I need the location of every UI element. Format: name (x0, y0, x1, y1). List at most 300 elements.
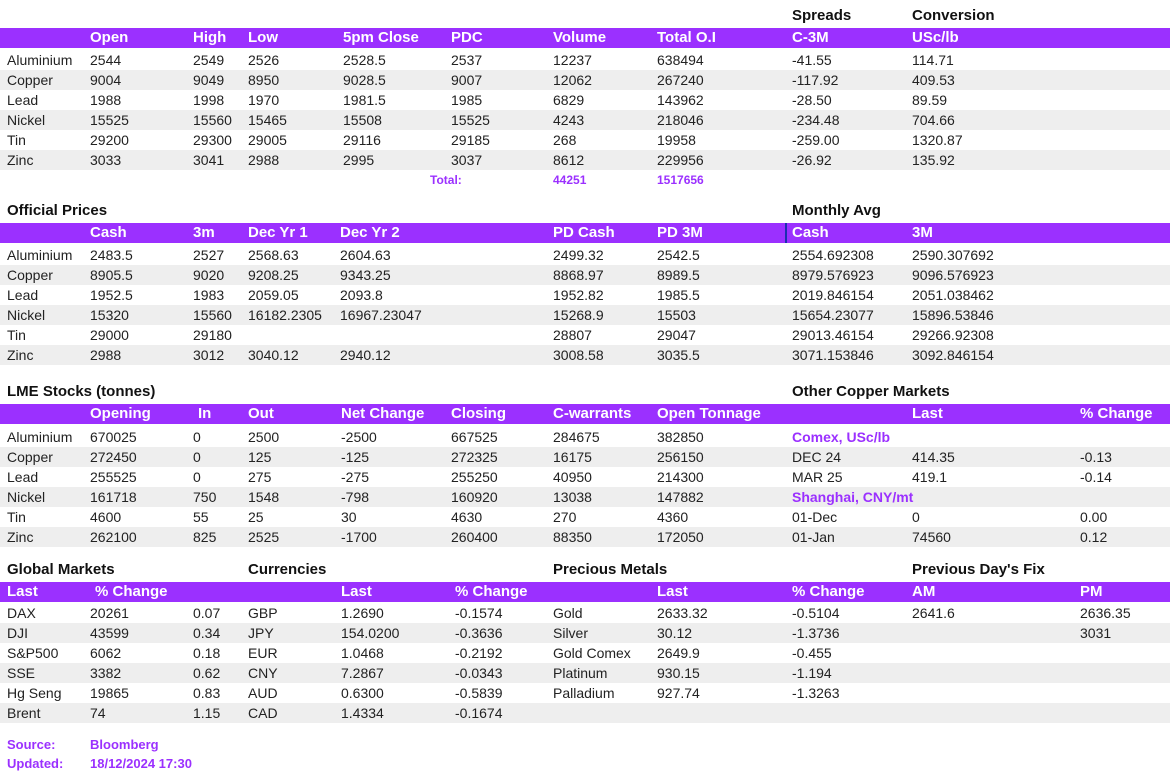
metal-name: Lead (7, 287, 39, 303)
metals-cell: 89.59 (912, 92, 948, 108)
metals-col-header: 5pm Close (343, 29, 419, 46)
stocks-cell: 88350 (553, 529, 592, 545)
official-cell: 28807 (553, 327, 592, 343)
official-cell: 15896.53846 (912, 307, 994, 323)
official-cell: 9096.576923 (912, 267, 994, 283)
stocks-cell: 40950 (553, 469, 592, 485)
stocks-cell: 25 (248, 509, 264, 525)
precious-last: 927.74 (657, 685, 700, 701)
official-prices-title: Official Prices (7, 202, 108, 219)
metals-cell: 2544 (90, 52, 122, 68)
index-name: Hg Seng (7, 685, 62, 701)
metals-col-header: PDC (451, 29, 483, 46)
official-cell: 9020 (193, 267, 225, 283)
precious-last: 2633.32 (657, 605, 708, 621)
global-markets-title: Global Markets (7, 561, 115, 578)
stocks-cell: 284675 (553, 429, 600, 445)
stocks-cell: -2500 (341, 429, 377, 445)
metals-cell: 19958 (657, 132, 696, 148)
top-section-titles (0, 6, 1170, 26)
official-col-header: 3m (193, 224, 215, 241)
official-col-header: Dec Yr 1 (248, 224, 308, 241)
official-cell: 15560 (193, 307, 232, 323)
official-row (0, 285, 1170, 305)
global-col-header: Last (657, 583, 688, 600)
index-change: 0.18 (193, 645, 221, 661)
stocks-cell: 2500 (248, 429, 280, 445)
official-cell: 9343.25 (340, 267, 391, 283)
official-header-row (0, 223, 1170, 243)
fix-pm: 2636.35 (1080, 605, 1131, 621)
official-row (0, 245, 1170, 265)
stocks-cell: -1700 (341, 529, 377, 545)
metals-cell: 1998 (193, 92, 225, 108)
official-row (0, 345, 1170, 365)
metals-cell: 229956 (657, 152, 704, 168)
stocks-col-header: Last (912, 405, 943, 422)
official-cell: 9208.25 (248, 267, 299, 283)
metals-cell: 29200 (90, 132, 129, 148)
metal-name: Aluminium (7, 429, 73, 445)
metal-name: Copper (7, 449, 53, 465)
metals-cell: 638494 (657, 52, 704, 68)
currency-last: 1.4334 (341, 705, 384, 721)
market-subheading: Shanghai, CNY/mt (792, 489, 914, 505)
index-last: 43599 (90, 625, 129, 641)
metals-cell: 2526 (248, 52, 280, 68)
metals-cell: 2549 (193, 52, 225, 68)
metals-cell: 9004 (90, 72, 122, 88)
metal-name: Zinc (7, 347, 34, 363)
other-last: 0 (912, 509, 920, 525)
stocks-cell: 270 (553, 509, 577, 525)
stocks-row (0, 447, 1170, 467)
official-cell: 2051.038462 (912, 287, 994, 303)
metals-cell: 9049 (193, 72, 225, 88)
metals-cell: 9028.5 (343, 72, 386, 88)
stocks-col-header: % Change (1080, 405, 1153, 422)
currency-change: -0.1574 (455, 605, 503, 621)
updated-value: 18/12/2024 17:30 (90, 756, 192, 771)
column-divider (785, 223, 787, 243)
spreads-title: Spreads (792, 7, 852, 24)
stocks-cell: 4630 (451, 509, 483, 525)
stocks-cell: 55 (193, 509, 209, 525)
metals-row (0, 150, 1170, 170)
stocks-header-row (0, 404, 1170, 424)
metals-cell: 15465 (248, 112, 287, 128)
official-cell: 3035.5 (657, 347, 700, 363)
lme-stocks-title: LME Stocks (tonnes) (7, 383, 156, 400)
stocks-row (0, 467, 1170, 487)
metals-cell: -234.48 (792, 112, 840, 128)
metals-cell: 15525 (90, 112, 129, 128)
global-col-header: % Change (792, 583, 865, 600)
stocks-cell: -275 (341, 469, 370, 485)
official-cell: 8868.97 (553, 267, 604, 283)
other-last: 419.1 (912, 469, 948, 485)
currency-change: -0.3636 (455, 625, 503, 641)
total-open-interest: 1517656 (657, 173, 704, 187)
currency-name: JPY (248, 625, 274, 641)
index-last: 3382 (90, 665, 122, 681)
metal-name: Nickel (7, 307, 46, 323)
precious-name: Gold (553, 605, 583, 621)
global-row (0, 683, 1170, 703)
precious-last: 2649.9 (657, 645, 700, 661)
source-label: Source: (7, 737, 56, 752)
official-cell: 2499.32 (553, 247, 604, 263)
stocks-row (0, 507, 1170, 527)
currency-change: -0.1674 (455, 705, 503, 721)
index-change: 0.83 (193, 685, 221, 701)
global-col-header: % Change (95, 583, 168, 600)
stocks-cell: 4600 (90, 509, 122, 525)
other-change: 0.00 (1080, 509, 1108, 525)
metals-header-row (0, 28, 1170, 48)
other-change: 0.12 (1080, 529, 1108, 545)
official-cell: 15503 (657, 307, 696, 323)
metal-name: Aluminium (7, 247, 73, 263)
metals-cell: 268 (553, 132, 577, 148)
contract-label: DEC 24 (792, 449, 842, 465)
currencies-title: Currencies (248, 561, 327, 578)
metals-cell: 29005 (248, 132, 287, 148)
metals-cell: 135.92 (912, 152, 955, 168)
source-value: Bloomberg (90, 737, 159, 752)
metals-cell: 15560 (193, 112, 232, 128)
stocks-cell: 262100 (90, 529, 137, 545)
metals-cell: 29116 (343, 132, 381, 148)
stocks-cell: 750 (193, 489, 217, 505)
metals-cell: 29300 (193, 132, 232, 148)
metals-cell: 2988 (248, 152, 280, 168)
monthly-avg-title: Monthly Avg (792, 202, 881, 219)
stocks-col-header: Closing (451, 405, 506, 422)
global-row (0, 703, 1170, 723)
stocks-cell: 16175 (553, 449, 592, 465)
metals-cell: 1988 (90, 92, 122, 108)
metals-cell: 143962 (657, 92, 704, 108)
currency-change: -0.2192 (455, 645, 503, 661)
stocks-cell: 0 (193, 469, 201, 485)
metals-cell: 704.66 (912, 112, 955, 128)
official-cell: 3071.153846 (792, 347, 874, 363)
index-last: 74 (90, 705, 106, 721)
stocks-cell: 256150 (657, 449, 704, 465)
official-cell: 8905.5 (90, 267, 133, 283)
stocks-cell: 13038 (553, 489, 592, 505)
metals-cell: 8950 (248, 72, 280, 88)
official-cell: 2590.307692 (912, 247, 994, 263)
global-row (0, 623, 1170, 643)
metal-name: Nickel (7, 489, 46, 505)
currency-name: GBP (248, 605, 278, 621)
stocks-col-header: C-warrants (553, 405, 632, 422)
stocks-row (0, 427, 1170, 447)
other-copper-title: Other Copper Markets (792, 383, 950, 400)
metals-row (0, 70, 1170, 90)
official-cell: 15654.23077 (792, 307, 874, 323)
metals-cell: 2995 (343, 152, 375, 168)
metals-cell: 2537 (451, 52, 483, 68)
metal-name: Lead (7, 469, 39, 485)
metals-row (0, 130, 1170, 150)
official-cell: 8979.576923 (792, 267, 874, 283)
official-cell: 2527 (193, 247, 225, 263)
stocks-cell: 160920 (451, 489, 498, 505)
metals-cell: 6829 (553, 92, 585, 108)
metal-name: Tin (7, 327, 26, 343)
metals-row (0, 90, 1170, 110)
metal-name: Copper (7, 267, 53, 283)
precious-change: -1.3736 (792, 625, 840, 641)
currency-last: 0.6300 (341, 685, 384, 701)
stocks-col-header: Net Change (341, 405, 425, 422)
official-row (0, 325, 1170, 345)
global-titles (0, 560, 1170, 580)
metals-cell: 15508 (343, 112, 382, 128)
official-cell: 16967.23047 (340, 307, 422, 323)
official-row (0, 305, 1170, 325)
official-cell: 2483.5 (90, 247, 133, 263)
metal-name: Tin (7, 132, 26, 148)
official-cell: 2604.63 (340, 247, 391, 263)
official-cell: 1985.5 (657, 287, 700, 303)
official-cell: 1952.5 (90, 287, 133, 303)
stocks-cell: 0 (193, 449, 201, 465)
official-cell: 3092.846154 (912, 347, 994, 363)
other-last: 74560 (912, 529, 951, 545)
precious-name: Gold Comex (553, 645, 631, 661)
official-cell: 3012 (193, 347, 225, 363)
currency-name: CAD (248, 705, 278, 721)
metals-cell: 12237 (553, 52, 592, 68)
stocks-col-header: In (198, 405, 212, 422)
total-label: Total: (430, 173, 462, 187)
official-cell: 8989.5 (657, 267, 700, 283)
metals-cell: 2528.5 (343, 52, 386, 68)
metals-col-header: High (193, 29, 227, 46)
stocks-cell: 214300 (657, 469, 704, 485)
metals-cell: 1320.87 (912, 132, 963, 148)
contract-label: 01-Dec (792, 509, 838, 525)
metals-row (0, 110, 1170, 130)
official-cell: 1983 (193, 287, 225, 303)
global-col-header: % Change (455, 583, 528, 600)
metal-name: Aluminium (7, 52, 73, 68)
global-col-header: AM (912, 583, 936, 600)
stocks-cell: 172050 (657, 529, 704, 545)
metals-col-header: Total O.I (657, 29, 716, 46)
metal-name: Zinc (7, 529, 34, 545)
metals-col-header: USc/lb (912, 29, 959, 46)
global-row (0, 603, 1170, 623)
global-col-header: PM (1080, 583, 1103, 600)
metals-cell: -26.92 (792, 152, 832, 168)
currency-last: 154.0200 (341, 625, 400, 641)
stocks-cell: 161718 (90, 489, 137, 505)
currency-name: EUR (248, 645, 278, 661)
metals-col-header: Low (248, 29, 278, 46)
metals-col-header: C-3M (792, 29, 829, 46)
official-cell: 3040.12 (248, 347, 299, 363)
currency-last: 7.2867 (341, 665, 384, 681)
currency-name: CNY (248, 665, 278, 681)
stocks-cell: 255250 (451, 469, 498, 485)
fix-pm: 3031 (1080, 625, 1112, 641)
precious-last: 930.15 (657, 665, 700, 681)
metals-cell: 12062 (553, 72, 592, 88)
metals-total-row (0, 170, 1170, 190)
precious-metals-title: Precious Metals (553, 561, 668, 578)
official-titles (0, 201, 1170, 221)
metals-cell: 1970 (248, 92, 280, 108)
global-row (0, 643, 1170, 663)
contract-label: 01-Jan (792, 529, 835, 545)
currency-change: -0.5839 (455, 685, 503, 701)
market-subheading: Comex, USc/lb (792, 429, 891, 445)
official-cell: 29013.46154 (792, 327, 874, 343)
index-name: SSE (7, 665, 36, 681)
official-cell: 3008.58 (553, 347, 604, 363)
official-cell: 2019.846154 (792, 287, 874, 303)
metals-col-header: Volume (553, 29, 607, 46)
precious-name: Palladium (553, 685, 615, 701)
stocks-cell: 825 (193, 529, 217, 545)
metals-cell: 267240 (657, 72, 704, 88)
global-col-header: Last (7, 583, 38, 600)
stocks-cell: 382850 (657, 429, 704, 445)
global-col-header: Last (341, 583, 372, 600)
official-cell: 29047 (657, 327, 696, 343)
official-col-header: PD 3M (657, 224, 703, 241)
official-cell: 2059.05 (248, 287, 299, 303)
metals-cell: 4243 (553, 112, 585, 128)
stocks-cell: 125 (248, 449, 272, 465)
index-change: 0.34 (193, 625, 221, 641)
stocks-cell: 272325 (451, 449, 498, 465)
updated-label: Updated: (7, 756, 64, 771)
stocks-cell: 260400 (451, 529, 498, 545)
metals-cell: 3037 (451, 152, 483, 168)
official-cell: 1952.82 (553, 287, 604, 303)
metals-cell: -259.00 (792, 132, 840, 148)
metals-cell: 1985 (451, 92, 483, 108)
stocks-cell: -798 (341, 489, 370, 505)
official-cell: 2988 (90, 347, 122, 363)
stocks-cell: 0 (193, 429, 201, 445)
metals-cell: 29185 (451, 132, 490, 148)
metals-cell: 3041 (193, 152, 225, 168)
conversion-title: Conversion (912, 7, 995, 24)
metals-row (0, 50, 1170, 70)
metals-cell: -41.55 (792, 52, 832, 68)
total-volume: 44251 (553, 173, 587, 187)
precious-change: -1.3263 (792, 685, 840, 701)
stocks-cell: 1548 (248, 489, 280, 505)
index-change: 0.62 (193, 665, 221, 681)
index-name: DAX (7, 605, 36, 621)
stocks-cell: 2525 (248, 529, 280, 545)
official-col-header: Dec Yr 2 (340, 224, 400, 241)
index-last: 19865 (90, 685, 129, 701)
currency-name: AUD (248, 685, 278, 701)
metal-name: Zinc (7, 152, 34, 168)
contract-label: MAR 25 (792, 469, 843, 485)
other-change: -0.13 (1080, 449, 1112, 465)
metal-name: Nickel (7, 112, 46, 128)
official-col-header: Cash (792, 224, 829, 241)
precious-change: -1.194 (792, 665, 832, 681)
official-cell: 2542.5 (657, 247, 700, 263)
metals-cell: 15525 (451, 112, 490, 128)
currency-last: 1.2690 (341, 605, 384, 621)
stocks-cell: 670025 (90, 429, 137, 445)
index-last: 20261 (90, 605, 129, 621)
precious-name: Silver (553, 625, 589, 641)
index-name: Brent (7, 705, 41, 721)
previous-fix-title: Previous Day's Fix (912, 561, 1045, 578)
official-cell: 29180 (193, 327, 232, 343)
stocks-cell: 147882 (657, 489, 704, 505)
official-cell: 2568.63 (248, 247, 299, 263)
metals-col-header: Open (90, 29, 129, 46)
stocks-titles (0, 382, 1170, 402)
official-cell: 15320 (90, 307, 129, 323)
metals-cell: 8612 (553, 152, 585, 168)
stocks-col-header: Opening (90, 405, 151, 422)
official-row (0, 265, 1170, 285)
index-change: 0.07 (193, 605, 221, 621)
currency-change: -0.0343 (455, 665, 503, 681)
stocks-row (0, 487, 1170, 507)
other-change: -0.14 (1080, 469, 1112, 485)
metals-cell: 218046 (657, 112, 704, 128)
fix-am: 2641.6 (912, 605, 955, 621)
precious-name: Platinum (553, 665, 608, 681)
official-cell: 16182.2305 (248, 307, 322, 323)
stocks-cell: 255525 (90, 469, 137, 485)
stocks-col-header: Out (248, 405, 274, 422)
official-col-header: 3M (912, 224, 933, 241)
precious-change: -0.455 (792, 645, 832, 661)
other-last: 414.35 (912, 449, 955, 465)
metals-cell: 3033 (90, 152, 122, 168)
global-header-row (0, 582, 1170, 602)
metals-cell: 1981.5 (343, 92, 386, 108)
metals-cell: 9007 (451, 72, 483, 88)
official-col-header: PD Cash (553, 224, 615, 241)
official-cell: 29000 (90, 327, 129, 343)
index-name: S&P500 (7, 645, 59, 661)
official-cell: 2940.12 (340, 347, 391, 363)
index-last: 6062 (90, 645, 122, 661)
metal-name: Tin (7, 509, 26, 525)
official-cell: 29266.92308 (912, 327, 994, 343)
stocks-cell: -125 (341, 449, 370, 465)
precious-change: -0.5104 (792, 605, 840, 621)
stocks-col-header: Open Tonnage (657, 405, 761, 422)
index-change: 1.15 (193, 705, 221, 721)
metals-cell: 409.53 (912, 72, 955, 88)
metals-cell: -28.50 (792, 92, 832, 108)
official-col-header: Cash (90, 224, 127, 241)
stocks-row (0, 527, 1170, 547)
official-cell: 15268.9 (553, 307, 604, 323)
stocks-cell: 30 (341, 509, 357, 525)
index-name: DJI (7, 625, 28, 641)
